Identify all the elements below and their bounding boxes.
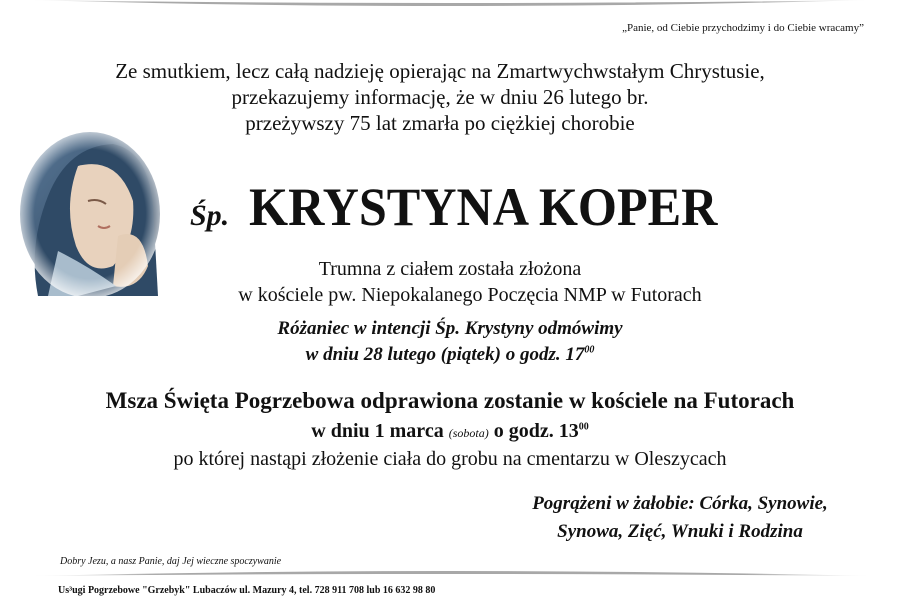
top-decorative-rule — [30, 0, 870, 10]
funeral-home-footer: Us³ugi Pogrzebowe "Grzebyk" Lubaczów ul. Mazury 4, tel. 728 911 708 lub 16 632 98 80 — [58, 585, 436, 596]
rosary-line-1: Różaniec w intencji Śp. Krystyny odmówimy — [277, 318, 623, 339]
intro-line-1: Ze smutkiem, lecz całą nadzieję opierając na Zmartwychwstałym Chrystusie, — [115, 59, 765, 83]
funeral-mass-date — [60, 420, 840, 443]
deceased-name-row — [190, 176, 753, 246]
casket-line-1: Trumna z ciałem została złożona — [318, 258, 582, 280]
burial-info: po której nastąpi złożenie ciała do grobu na cmentarzu w Oleszycach — [173, 448, 727, 470]
funeral-mass-title: Msza Święta Pogrzebowa odprawiona zostanie w kościele na Futorach — [105, 388, 795, 413]
rosary-date-text: w dniu 28 lutego (piątek) o godz. 17 — [305, 344, 585, 365]
mourners-line-2: Synowa, Zięć, Wnuki i Rodzina — [557, 521, 803, 542]
mass-time-text: o godz. 13 — [493, 420, 579, 442]
mourners-signature — [470, 490, 890, 546]
mourners-line-1: Pogrążeni w żałobie: Córka, Synowie, — [532, 493, 828, 514]
mass-date-text: w dniu 1 marca — [311, 420, 444, 442]
announcement-intro — [90, 58, 790, 136]
mass-time-minutes: 00 — [578, 421, 589, 433]
deceased-name: KRYSTYNA KOPER — [249, 177, 718, 237]
intro-line-3: przeżywszy 75 lat zmarła po ciężkiej chorobie — [245, 111, 635, 135]
casket-line-2: w kościele pw. Niepokalanego Poczęcia NMP w Futorach — [238, 284, 702, 306]
deceased-prefix: Śp. — [190, 199, 230, 232]
intro-line-2: przekazujemy informację, że w dniu 26 lutego br. — [231, 85, 649, 109]
bottom-decorative-rule — [30, 568, 870, 582]
rosary-line-2 — [90, 344, 810, 366]
motto-quote: „Panie, od Ciebie przychodzimy i do Ciebie wracamy” — [622, 22, 864, 34]
mass-day-note: (sobota) — [448, 426, 489, 440]
closing-prayer: Dobry Jezu, a nasz Panie, daj Jej wieczne spoczywanie — [60, 556, 282, 567]
rosary-time-minutes: 00 — [584, 344, 595, 356]
